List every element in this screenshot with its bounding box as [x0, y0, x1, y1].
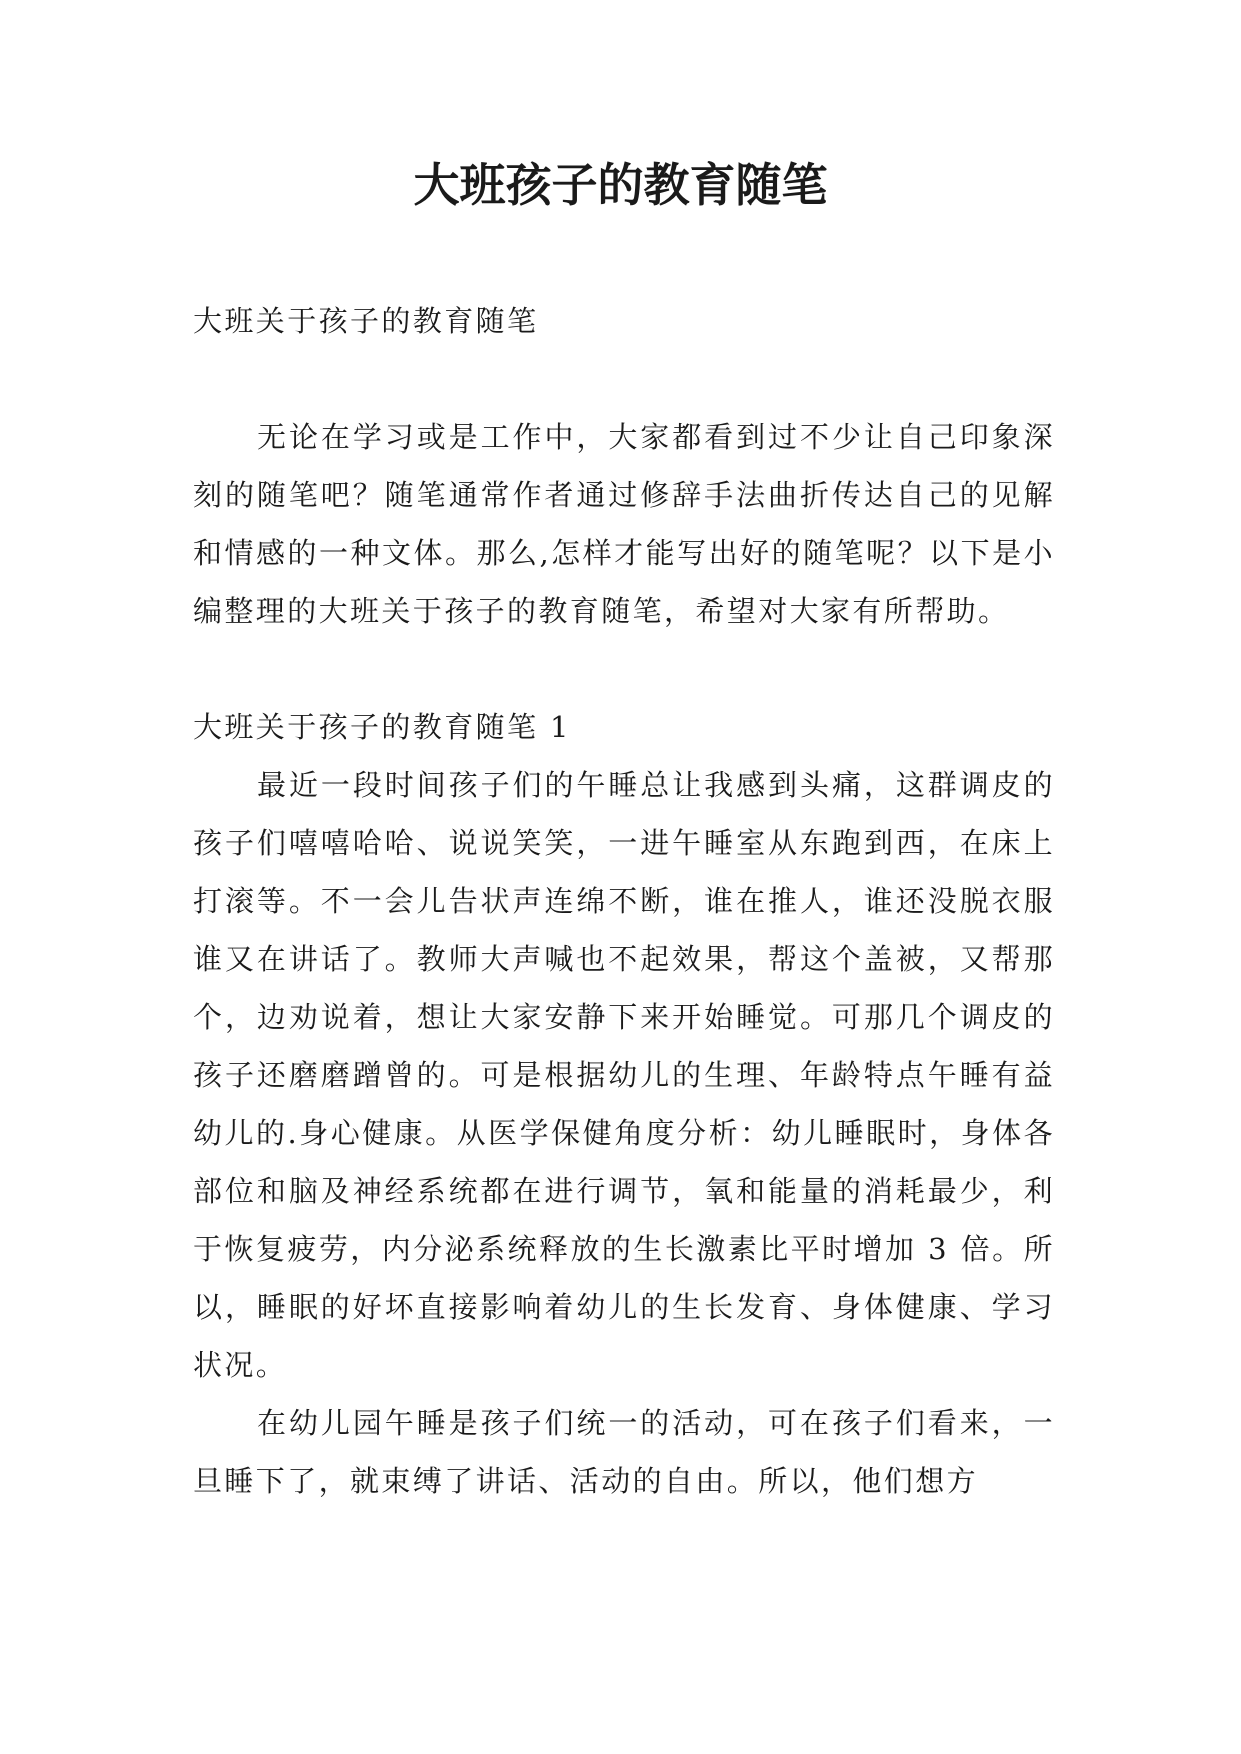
intro-paragraph: 无论在学习或是工作中，大家都看到过不少让自己印象深刻的随笔吧？随笔通常作者通过修辞手法曲折传达自己的见解和情感的一种文体。那么,怎样才能写出好的随笔呢？以下是小编整理的大班关于孩子的教育随笔，希望对大家有所帮助。 [193, 420, 1055, 628]
spacer [193, 350, 1055, 408]
document-title: 大班孩子的教育随笔 [413, 158, 828, 212]
document-body [193, 292, 1055, 1510]
section-heading: 大班关于孩子的教育随笔 1 [193, 710, 571, 744]
body-paragraph-1: 最近一段时间孩子们的午睡总让我感到头痛，这群调皮的孩子们嘻嘻哈哈、说说笑笑，一进午睡室从东跑到西，在床上打滚等。不一会儿告状声连绵不断，谁在推人，谁还没脱衣服谁又在讲话了。教师大声喊也不起效果，帮这个盖被，又帮那个，边劝说着，想让大家安静下来开始睡觉。可那几个调皮的孩子还磨磨蹭曾的。可是根据幼儿的生理、年龄特点午睡有益幼儿的.身心健康。从医学保健角度分析：幼儿睡眠时，身体各部位和脑及神经系统都在进行调节，氧和能量的消耗最少，利于恢复疲劳，内分泌系统释放的生长激素比平时增加 3 倍。所以，睡眠的好坏直接影响着幼儿的生长发育、身体健康、学习状况。 [193, 768, 1055, 1382]
body-paragraph-2: 在幼儿园午睡是孩子们统一的活动，可在孩子们看来，一旦睡下了，就束缚了讲话、活动的自由。所以，他们想方 [193, 1406, 1055, 1498]
document-subtitle: 大班关于孩子的教育随笔 [193, 304, 539, 338]
spacer [193, 640, 1055, 698]
